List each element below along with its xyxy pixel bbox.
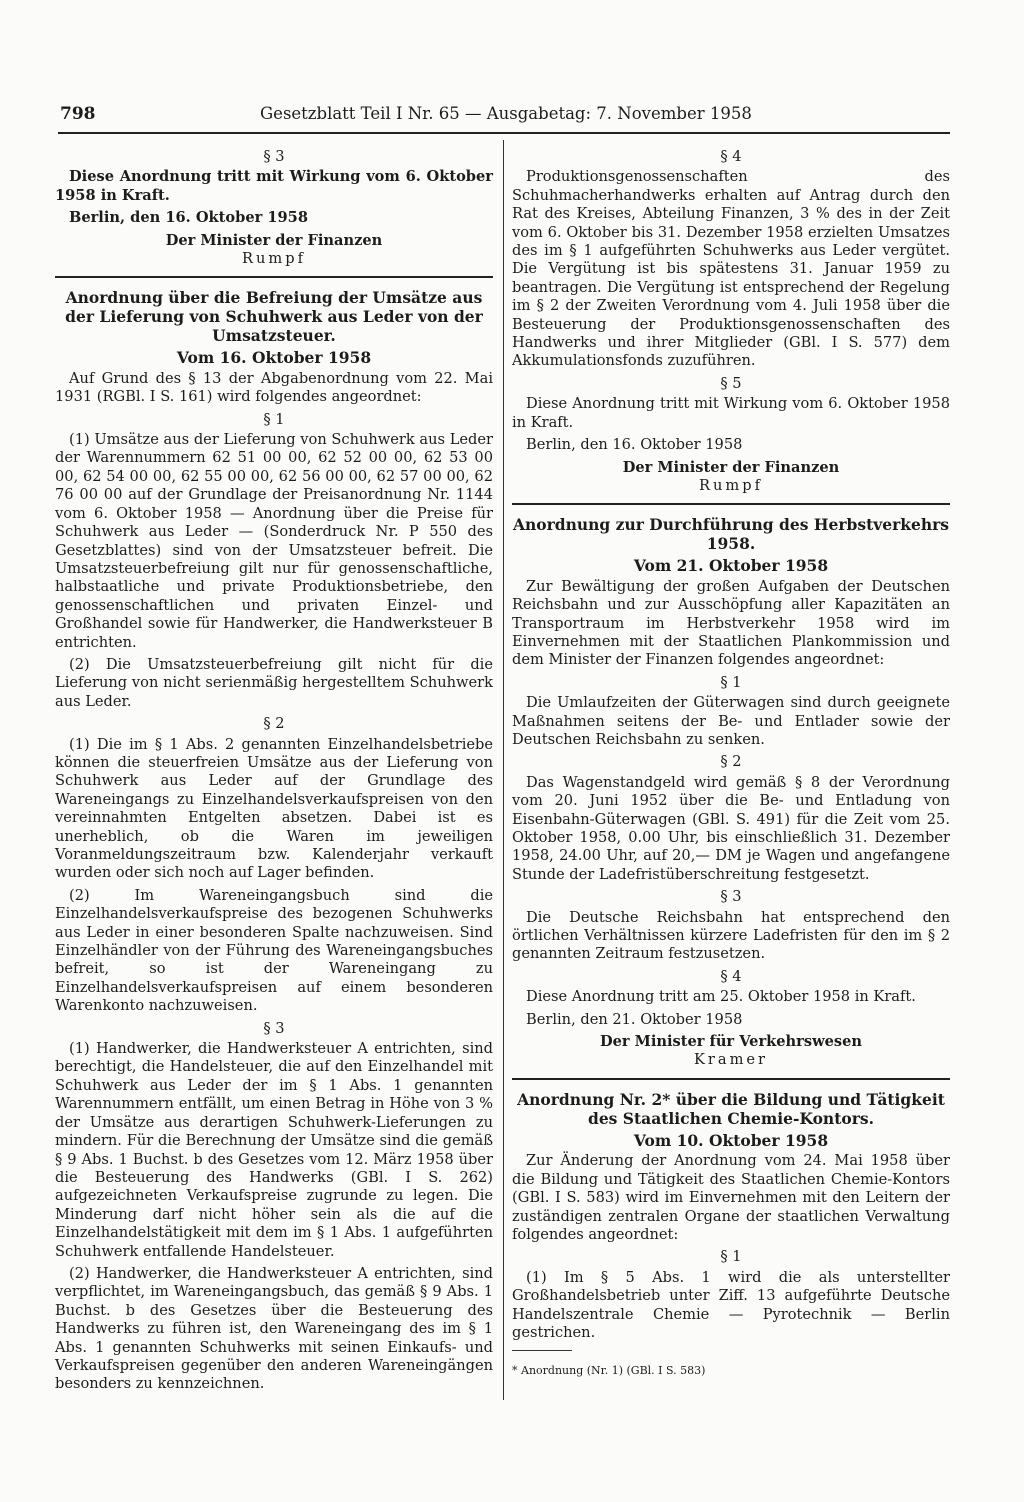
paragraph: (2) Im Wareneingangsbuch sind die Einzelhandelsverkaufspreise des bezogenen Schuhwerks aus Leder in einer besonderen Spalte nachzuweisen. Sind Einzelhändler von der Führung des Wareneingangsbuches befreit, so ist der Wareneingang zu Einzelhandelsverkaufspreisen auf einem besonderen Warenkonto nachzuweisen. [55,886,493,1015]
paragraph: Das Wagenstandgeld wird gemäß § 8 der Verordnung vom 20. Juni 1952 über die Be- und Entladung von Eisenbahn-Güterwagen (GBl. S. 491) für die Zeit vom 25. Oktober 1958, 0.00 Uhr, bis einschließlich 31. Dezember 1958, 24.00 Uhr, auf 20,— DM je Wagen und angefangene Stunde der Ladefristüberschreitung festgesetzt. [512,773,950,883]
footnote-rule [512,1350,572,1351]
signer-name: Rumpf [242,250,306,268]
paragraph: (1) Handwerker, die Handwerksteuer A entrichten, sind berechtigt, die Handelsteuer, die auf den Einzelhandel mit Schuhwerk aus Leder der im § 1 Abs. 1 genannten Warennummern entfällt, um einen Betrag in Höhe von 3 % der Umsätze aus derartigen Schuhwerk-Lieferungen zu mindern. Für die Berechnung der Umsätze sind die gemäß § 9 Abs. 1 Buchst. b des Gesetzes vom 12. März 1958 über die Besteuerung des Handwerks (GBl. I S. 262) aufgezeichneten Verkaufspreise zugrunde zu legen. Die Minderung darf nicht höher sein als die auf die Einzelhandelstätigkeit mit dem im § 1 Abs. 1 aufgeführten Schuhwerk entfallende Handelsteuer. [55,1040,493,1260]
footnote: * Anordnung (Nr. 1) (GBl. I S. 583) [512,1364,706,1378]
ordinance-date: Vom 10. Oktober 1958 [633,1130,829,1150]
signer-name: Rumpf [699,476,763,494]
paragraph: Die Deutsche Reichsbahn hat entsprechend den örtlichen Verhältnissen kürzere Ladefristen für den im § 2 genannten Zeitraum festzusetzen. [512,908,950,963]
place-date: Berlin, den 16. Oktober 1958 [526,436,743,454]
column-divider [503,140,504,1400]
section-heading: § 3 [263,148,285,165]
preamble: Zur Änderung der Anordnung vom 24. Mai 1958 über die Bildung und Tätigkeit des Staatlichen Chemie-Kontors (GBl. I S. 583) wird im Einvernehmen mit den Leitern der zuständigen zentralen Organe der staatlichen Verwaltung folgendes angeordnet: [512,1152,950,1243]
running-title: Gesetzblatt Teil I Nr. 65 — Ausgabetag: 7. November 1958 [260,104,752,123]
paragraph: Produktionsgenossenschaften des Schuhmacherhandwerks erhalten auf Antrag durch den Rat des Kreises, Abteilung Finanzen, 3 % des in der Zeit vom 6. Oktober bis 31. Dezember 1958 erzielten Umsatzes des im § 1 aufgeführten Schuhwerks aus Leder vergütet. Die Vergütung ist bis spätestens 31. Januar 1959 zu beantragen. Die Vergütung ist entsprechend der Regelung im § 2 der Zweiten Verordnung vom 4. Juli 1958 über die Besteuerung der Produktionsgenossenschaften des Handwerks und ihrer Mitglieder (GBl. I S. 577) dem Akkumulationsfonds zuzuführen. [512,168,950,370]
section-heading: § 2 [263,715,285,733]
section-heading: § 3 [263,1019,285,1037]
section-heading: § 3 [720,888,742,906]
signer-title: Der Minister der Finanzen [165,231,383,249]
section-heading: § 5 [720,374,742,392]
paragraph: (1) Umsätze aus der Lieferung von Schuhwerk aus Leder der Warennummern 62 51 00 00, 62 52 00 00, 62 53 00 00, 62 54 00 00, 62 55 00 00, 62 56 00 00, 62 57 00 00, 62 76 00 00 auf der Grundlage der Preisanordnung Nr. 1144 vom 6. Oktober 1958 — Anordnung über die Preise für Schuhwerk aus Leder — (Sonderdruck Nr. P 550 des Gesetzblattes) sind von der Umsatzsteuer befreit. Die Umsatzsteuerbefreiung gilt nur für genossenschaftliche, halbstaatliche und private Produktionsbetriebe, den genossenschaftlichen und privaten Einzel- und Großhandel sowie für Handwerker, die Handwerksteuer B entrichten. [55,431,493,651]
section-rule [512,503,950,505]
paragraph: Diese Anordnung tritt am 25. Oktober 1958 in Kraft. [526,988,916,1006]
page-number: 798 [60,104,96,124]
signer-title: Der Minister für Verkehrswesen [599,1033,863,1051]
paragraph: (1) Im § 5 Abs. 1 wird die als unterstellter Großhandelsbetrieb unter Ziff. 13 aufgeführte Deutsche Handelszentrale Chemie — Pyrotechnik — Berlin gestrichen. [512,1268,950,1341]
paragraph: (2) Die Umsatzsteuerbefreiung gilt nicht für die Lieferung von nicht serienmäßig hergestelltem Schuhwerk aus Leder. [55,655,493,710]
ordinance-date: Vom 16. Oktober 1958 [176,348,372,368]
paragraph: Diese Anordnung tritt mit Wirkung vom 6. Oktober 1958 in Kraft. [512,395,950,431]
paragraph: (2) Handwerker, die Handwerksteuer A entrichten, sind verpflichtet, im Wareneingangsbuch, das gemäß § 9 Abs. 1 Buchst. b des Gesetzes über die Besteuerung des Handwerks zu führen ist, den Wareneingang des im § 1 Abs. 1 genannten Schuhwerks mit seinen Einkaufs- und Verkaufspreisen gegenüber den anderen Wareneingängen besonders zu kennzeichnen. [55,1264,493,1393]
signer-name: Kramer [693,1051,769,1069]
section-rule [512,1078,950,1080]
header-rule [58,132,950,134]
section-heading: § 4 [720,148,742,165]
section-heading: § 2 [720,753,742,771]
paragraph: Die Umlaufzeiten der Güterwagen sind durch geeignete Maßnahmen seitens der Be- und Entlader sowie der Deutschen Reichsbahn zu senken. [512,694,950,748]
ordinance-title: Anordnung Nr. 2* über die Bildung und Tätigkeit des Staatlichen Chemie-Kontors. [517,1089,945,1128]
right-column [512,145,950,1392]
section-heading: § 1 [720,673,742,691]
section-heading: § 4 [720,967,742,985]
preamble: Auf Grund des § 13 der Abgabenordnung vom 22. Mai 1931 (RGBl. I S. 161) wird folgendes angeordnet: [55,369,493,406]
page-header [60,104,950,128]
ordinance-date: Vom 21. Oktober 1958 [633,556,829,576]
signer-title: Der Minister der Finanzen [622,458,840,476]
paragraph: Diese Anordnung tritt mit Wirkung vom 6. Oktober 1958 in Kraft. [55,168,493,204]
preamble: Zur Bewältigung der großen Aufgaben der Deutschen Reichsbahn und zur Ausschöpfung aller Kapazitäten an Transportraum im Herbstverkehr 1958 wird im Einvernehmen mit der Staatlichen Plankommission und dem Minister der Finanzen folgendes angeordnet: [512,577,950,669]
section-rule [55,276,493,278]
place-date: Berlin, den 16. Oktober 1958 [69,209,308,227]
ordinance-title: Anordnung zur Durchführung des Herbstverkehrs 1958. [512,515,950,554]
place-date: Berlin, den 21. Oktober 1958 [526,1010,743,1028]
left-column [55,145,493,1398]
ordinance-title: Anordnung über die Befreiung der Umsätze aus der Lieferung von Schuhwerk aus Leder von der Umsatzsteuer. [65,288,483,346]
paragraph: (1) Die im § 1 Abs. 2 genannten Einzelhandelsbetriebe können die steuerfreien Umsätze aus der Lieferung von Schuhwerk aus Leder auf der Grundlage des Wareneingangs zu Einzelhandelsverkaufspreisen von den vereinnahmten Entgelten absetzen. Dabei ist es unerheblich, ob die Waren im jeweiligen Voranmeldungszeitraum bzw. Kalenderjahr verkauft wurden oder sich noch auf Lager befinden. [55,735,493,882]
section-heading: § 1 [720,1248,742,1266]
section-heading: § 1 [263,410,285,428]
